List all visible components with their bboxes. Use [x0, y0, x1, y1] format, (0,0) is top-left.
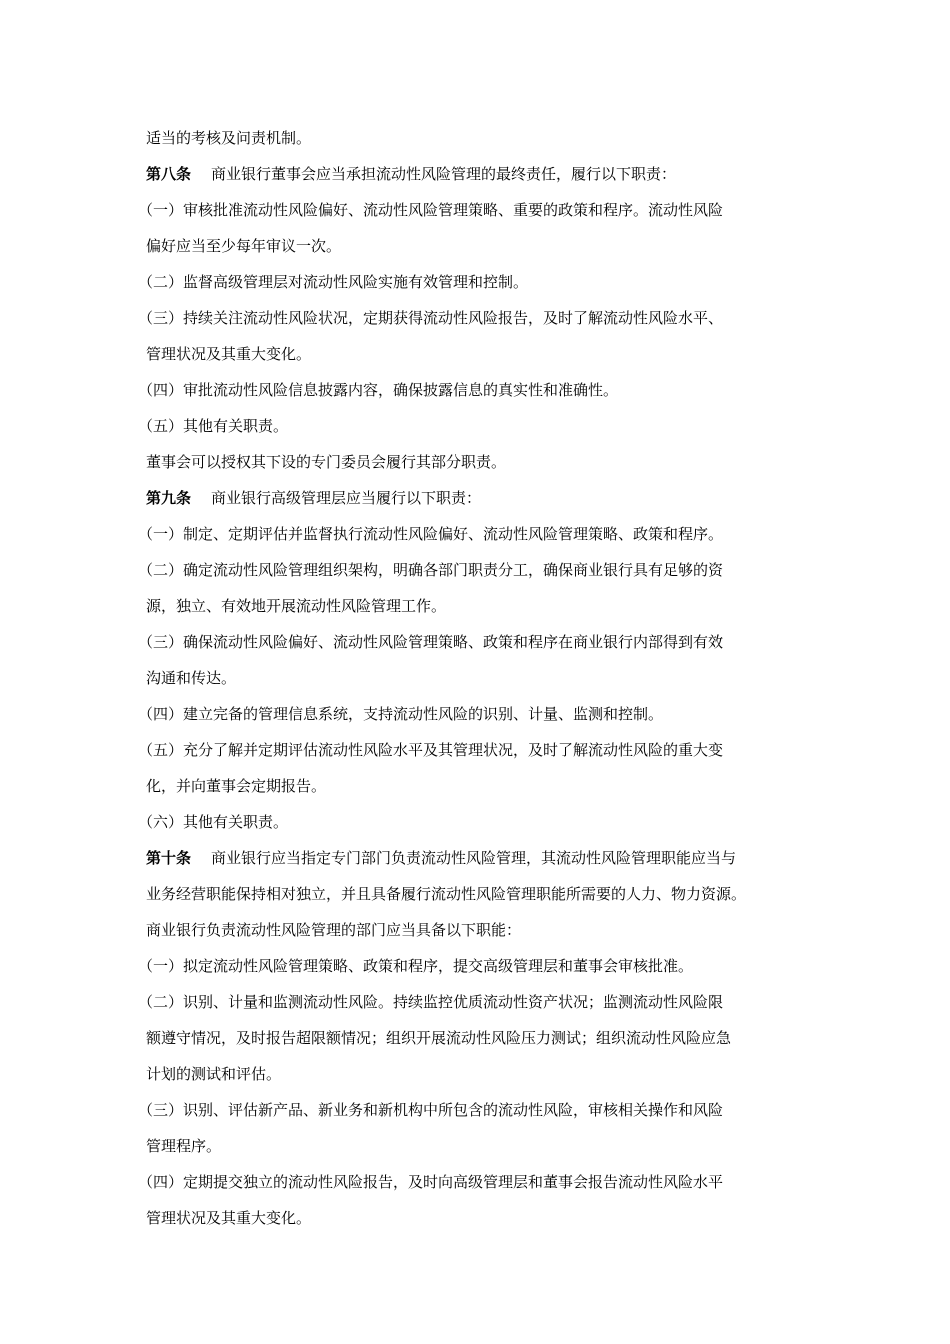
line-text: 业务经营职能保持相对独立，并且具备履行流动性风险管理职能所需要的人力、物力资源。 — [146, 885, 747, 903]
line-text: 董事会可以授权其下设的专门委员会履行其部分职责。 — [146, 453, 507, 471]
line-text: （二）识别、计量和监测流动性风险。持续监控优质流动性资产状况；监测流动性风险限 — [138, 993, 724, 1011]
text-line — [146, 1134, 826, 1170]
article-line — [146, 486, 826, 522]
text-line — [138, 990, 826, 1026]
text-line — [138, 702, 826, 738]
text-line — [138, 270, 826, 306]
text-line — [146, 594, 826, 630]
text-line — [138, 1098, 826, 1134]
text-line — [146, 666, 826, 702]
article-heading: 第十条 — [146, 849, 192, 867]
line-text: 商业银行董事会应当承担流动性风险管理的最终责任，履行以下职责： — [211, 165, 677, 183]
text-line — [138, 378, 826, 414]
line-text: （五）其他有关职责。 — [138, 417, 289, 435]
line-text: （六）其他有关职责。 — [138, 813, 289, 831]
text-line — [146, 774, 826, 810]
line-text: 管理程序。 — [146, 1137, 222, 1155]
line-text: （四）定期提交独立的流动性风险报告，及时向高级管理层和董事会报告流动性风险水平 — [138, 1173, 724, 1191]
line-text: （一）拟定流动性风险管理策略、政策和程序，提交高级管理层和董事会审核批准。 — [138, 957, 694, 975]
text-line — [138, 198, 826, 234]
line-text: （一）制定、定期评估并监督执行流动性风险偏好、流动性风险管理策略、政策和程序。 — [138, 525, 724, 543]
line-text: 化，并向董事会定期报告。 — [146, 777, 327, 795]
line-text: 计划的测试和评估。 — [146, 1065, 282, 1083]
line-text: （一）审核批准流动性风险偏好、流动性风险管理策略、重要的政策和程序。流动性风险 — [138, 201, 724, 219]
line-text: （三）识别、评估新产品、新业务和新机构中所包含的流动性风险，审核相关操作和风险 — [138, 1101, 724, 1119]
line-text: 商业银行高级管理层应当履行以下职责： — [211, 489, 482, 507]
article-line — [146, 162, 826, 198]
line-text: 偏好应当至少每年审议一次。 — [146, 237, 342, 255]
line-text: 管理状况及其重大变化。 — [146, 1209, 312, 1227]
line-text: 适当的考核及问责机制。 — [146, 129, 312, 147]
text-line — [138, 810, 826, 846]
article-heading: 第八条 — [146, 165, 192, 183]
text-line — [138, 738, 826, 774]
text-line — [146, 450, 826, 486]
text-line — [146, 126, 826, 162]
text-line — [146, 1206, 826, 1242]
text-line — [146, 342, 826, 378]
line-text: 沟通和传达。 — [146, 669, 237, 687]
line-text: （三）确保流动性风险偏好、流动性风险管理策略、政策和程序在商业银行内部得到有效 — [138, 633, 724, 651]
text-line — [138, 306, 826, 342]
line-text: 商业银行负责流动性风险管理的部门应当具备以下职能： — [146, 921, 522, 939]
text-line — [146, 918, 826, 954]
line-text: （五）充分了解并定期评估流动性风险水平及其管理状况，及时了解流动性风险的重大变 — [138, 741, 724, 759]
text-line — [146, 234, 826, 270]
line-text: （四）建立完备的管理信息系统，支持流动性风险的识别、计量、监测和控制。 — [138, 705, 664, 723]
text-line — [146, 1026, 826, 1062]
text-line — [146, 1062, 826, 1098]
line-text: 管理状况及其重大变化。 — [146, 345, 312, 363]
article-heading: 第九条 — [146, 489, 192, 507]
text-line — [138, 1170, 826, 1206]
text-line — [138, 954, 826, 990]
article-line — [146, 846, 826, 882]
line-text: （三）持续关注流动性风险状况，定期获得流动性风险报告，及时了解流动性风险水平、 — [138, 309, 724, 327]
line-text: （二）确定流动性风险管理组织架构，明确各部门职责分工，确保商业银行具有足够的资 — [138, 561, 724, 579]
line-text: 额遵守情况，及时报告超限额情况；组织开展流动性风险压力测试；组织流动性风险应急 — [146, 1029, 732, 1047]
line-text: 源，独立、有效地开展流动性风险管理工作。 — [146, 597, 447, 615]
document-body — [138, 126, 826, 1242]
line-text: （二）监督高级管理层对流动性风险实施有效管理和控制。 — [138, 273, 529, 291]
line-text: （四）审批流动性风险信息披露内容，确保披露信息的真实性和准确性。 — [138, 381, 619, 399]
text-line — [138, 414, 826, 450]
text-line — [138, 630, 826, 666]
text-line — [138, 558, 826, 594]
text-line — [146, 882, 826, 918]
line-text: 商业银行应当指定专门部门负责流动性风险管理，其流动性风险管理职能应当与 — [211, 849, 737, 867]
text-line — [138, 522, 826, 558]
